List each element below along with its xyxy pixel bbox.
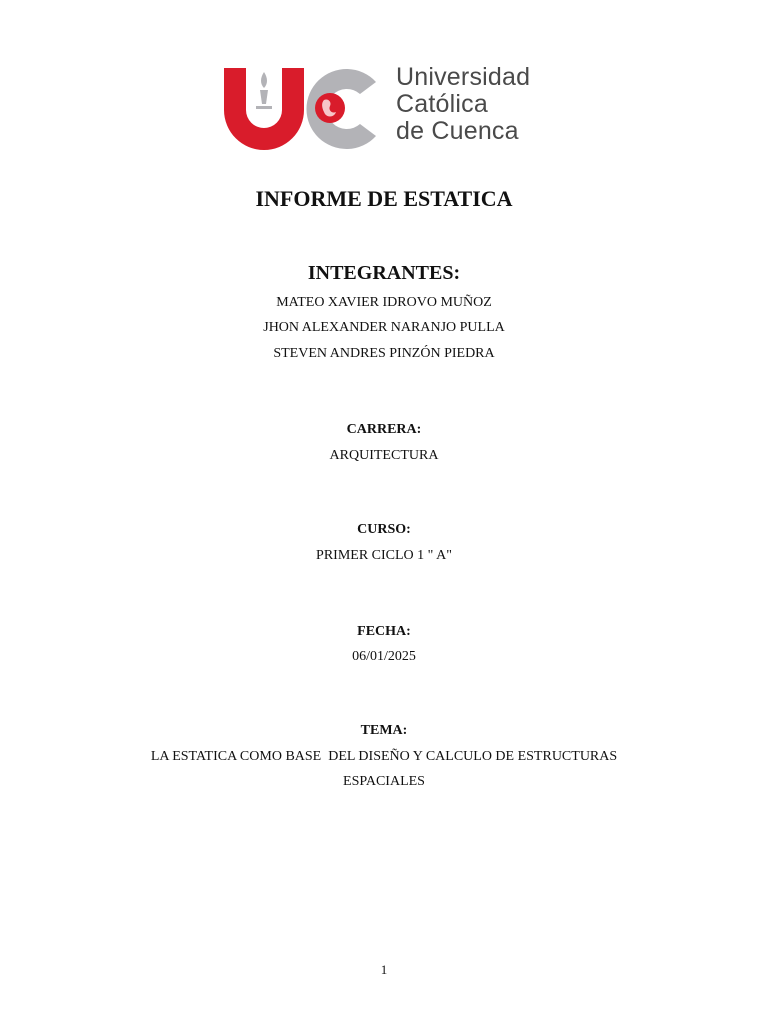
curso-value: PRIMER CICLO 1 " A" [316, 548, 452, 563]
integrantes-heading: INTEGRANTES: [307, 262, 461, 284]
university-name [396, 64, 530, 145]
member-name: JHON ALEXANDER NARANJO PULLA [263, 320, 505, 335]
tema-heading: TEMA: [360, 723, 408, 738]
university-name-line3: de Cuenca [396, 117, 519, 145]
tema-line2: ESPACIALES [343, 774, 425, 789]
university-logo [220, 62, 550, 154]
fecha-heading: FECHA: [357, 624, 411, 639]
member-name: MATEO XAVIER IDROVO MUÑOZ [276, 295, 492, 310]
carrera-value: ARQUITECTURA [329, 448, 439, 463]
curso-heading: CURSO: [357, 522, 411, 537]
member-name: STEVEN ANDRES PINZÓN PIEDRA [273, 346, 495, 361]
university-name-line1: Universidad [396, 63, 531, 91]
page-number: 1 [380, 962, 388, 977]
uc-emblem-icon [220, 62, 390, 154]
fecha-value: 06/01/2025 [352, 649, 416, 664]
university-name-line2: Católica [396, 90, 488, 118]
tema-line1: LA ESTATICA COMO BASE DEL DISEÑO Y CALCULO DE ESTRUCTURAS [150, 749, 618, 764]
carrera-heading: CARRERA: [346, 422, 422, 437]
report-title: INFORME DE ESTATICA [255, 186, 513, 211]
